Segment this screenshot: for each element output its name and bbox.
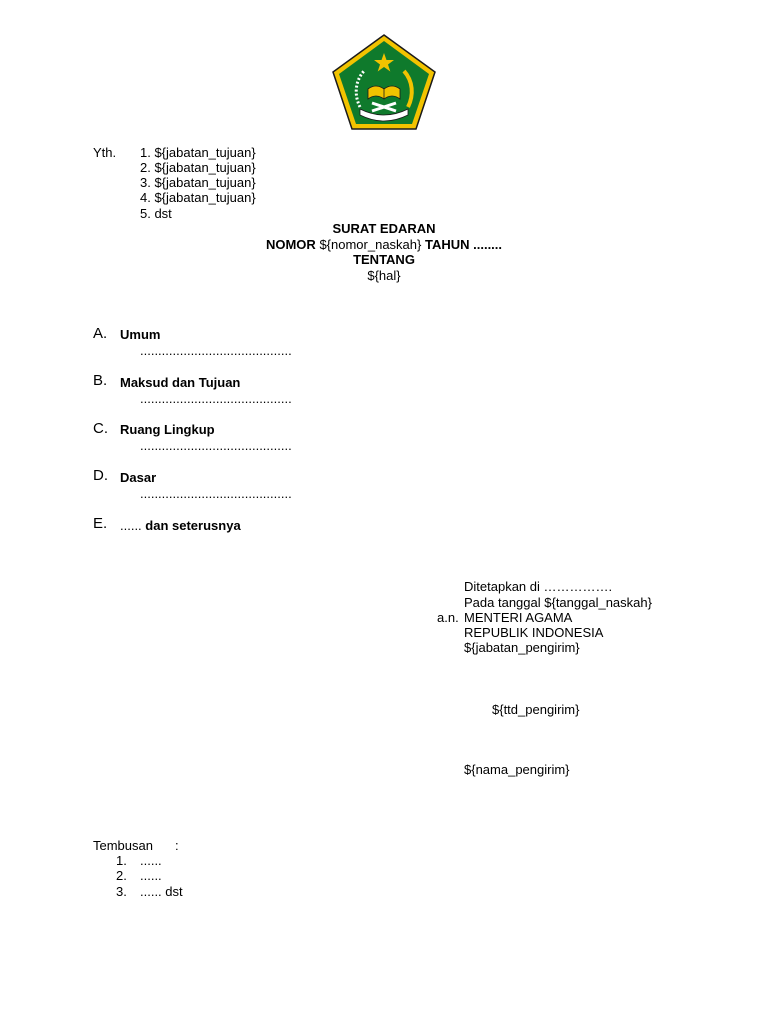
recipient-item: 4. ${jabatan_tujuan} [140, 190, 256, 205]
tembusan-item-text: ...... [140, 868, 162, 883]
tembusan-colon: : [175, 838, 179, 853]
tentang-label: TENTANG [353, 252, 415, 267]
tembusan-item-text: ...... [140, 853, 162, 868]
nama-pengirim: ${nama_pengirim} [464, 762, 570, 777]
section-content: .......................................... [140, 486, 292, 501]
section-letter: A. [93, 325, 108, 342]
jabatan-pengirim: ${jabatan_pengirim} [464, 640, 580, 655]
tahun-label: TAHUN ........ [424, 237, 503, 252]
tembusan-label: Tembusan [93, 838, 153, 853]
kemenag-logo [330, 33, 438, 131]
section-content: .......................................... [140, 391, 292, 406]
section-title [120, 518, 241, 533]
pejabat-line-1: MENTERI AGAMA [464, 610, 573, 625]
section-letter: D. [93, 467, 108, 484]
recipient-label: Yth. [93, 145, 117, 160]
tanggal-label: Pada tanggal [464, 595, 541, 610]
section-letter: C. [93, 420, 108, 437]
nomor-value: ${nomor_naskah} [319, 237, 422, 252]
recipient-item: 3. ${jabatan_tujuan} [140, 175, 256, 190]
section-title: Ruang Lingkup [120, 422, 215, 437]
section-title-text: dan seterusnya [145, 518, 241, 533]
section-content: .......................................... [140, 343, 292, 358]
section-letter: E. [93, 515, 108, 532]
recipient-item: 5. dst [140, 206, 172, 221]
tembusan-item-number: 3. [116, 884, 127, 899]
tembusan-item-text: ...... dst [140, 884, 183, 899]
document-number [0, 237, 768, 252]
pejabat-line-2: REPUBLIK INDONESIA [464, 625, 604, 640]
recipient-item: 2. ${jabatan_tujuan} [140, 160, 256, 175]
section-title: Maksud dan Tujuan [120, 375, 241, 390]
tanggal-value: ${tanggal_naskah} [544, 595, 652, 610]
section-letter: B. [93, 372, 108, 389]
ditetapkan-line: Ditetapkan di ……………. [464, 579, 613, 594]
section-prefix: ...... [120, 518, 142, 533]
recipient-item: 1. ${jabatan_tujuan} [140, 145, 256, 160]
tembusan-item-number: 1. [116, 853, 127, 868]
section-title: Dasar [120, 470, 157, 485]
nomor-label: NOMOR [265, 237, 316, 252]
section-title: Umum [120, 327, 161, 342]
tembusan-item-number: 2. [116, 868, 127, 883]
subject-value: ${hal} [367, 268, 401, 283]
section-content: .......................................... [140, 438, 292, 453]
an-label: a.n. [437, 610, 459, 625]
ttd-pengirim: ${ttd_pengirim} [492, 702, 580, 717]
tanggal-line [464, 595, 652, 610]
document-title: SURAT EDARAN [332, 221, 436, 236]
